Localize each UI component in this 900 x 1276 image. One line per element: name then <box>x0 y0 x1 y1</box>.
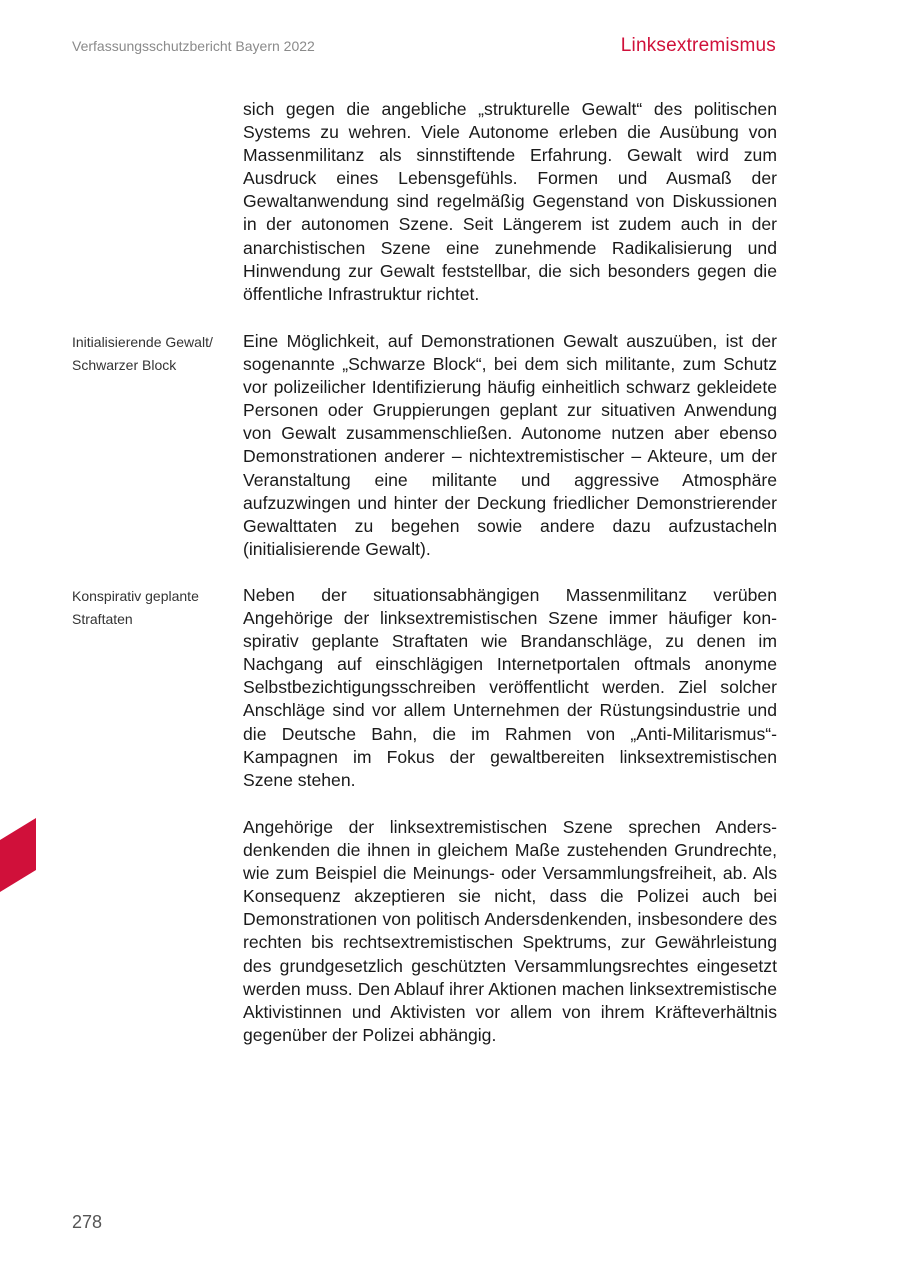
publication-title: Verfassungsschutzbericht Bayern 2022 <box>72 38 315 54</box>
chapter-title: Linksextremismus <box>620 35 776 56</box>
margin-note-konspirativ: Konspirativ geplante Straftaten <box>72 588 199 627</box>
page-number: 278 <box>72 1212 103 1232</box>
paragraph-1: sich gegen die angebliche „strukturelle Gewalt“ des politischen Systems zu wehren. Viele Autonome erleben die Ausübung von Massenmilitanz als sinnstiftende Erfahrung. Gewalt wird zum Ausdruck eines Lebensgefühls. Formen und Ausmaß der Gewaltanwendung sind regelmäßig Gegenstand von Diskussionen in der autonomen Szene. Seit Längerem ist zudem auch in der anarchistischen Szene eine zunehmende Radikalisierung und Hinwendung zur Gewalt feststellbar, die sich besonders gegen die öffentliche Infrastruktur richtet. <box>243 99 777 304</box>
margin-note-schwarzer-block: Initialisierende Gewalt/ Schwarzer Block <box>72 334 213 373</box>
paragraph-3: Neben der situationsabhängigen Massenmilitanz verüben Angehörige der linksextremistischen Szene immer häufiger konspirativ geplante Straftaten wie Brandanschläge, zu denen im Nachgang auf einschlägigen Internetportalen oftmals anonyme Selbstbezichtigungsschreiben veröffentlicht werden. Ziel solcher Anschläge sind vor allem Unternehmen der Rüstungsindustrie und die Deutsche Bahn, die im Rahmen von „Anti-Militarismus“-Kampagnen im Fokus der gewaltbereiten linksextremistischen Szene stehen. <box>243 585 777 790</box>
paragraph-4: Angehörige der linksextremistischen Szene sprechen Andersdenkenden die ihnen in gleichem Maße zustehenden Grundrechte, wie zum Beispiel die Meinungs- oder Versammlungsfreiheit, ab. Als Konsequenz akzeptieren sie nicht, dass die Polizei auch bei Demonstrationen von politisch Andersdenkenden, insbesondere des rechten bis rechtsextremistischen Spektrums, zur Gewährleistung des grundgesetzlich geschützten Versammlungsrechtes eingesetzt werden muss. Den Ablauf ihrer Aktionen machen linksextremistische Aktivistinnen und Aktivisten vor allem von ihrem Kräfteverhältnis gegenüber der Polizei abhängig. <box>243 817 777 1045</box>
chapter-tab-marker <box>0 818 36 892</box>
paragraph-2: Eine Möglichkeit, auf Demonstrationen Gewalt auszuüben, ist der sogenannte „Schwarze Block“, bei dem sich militante, zum Schutz vor polizeilicher Identifizierung häufig einheitlich schwarz gekleidete Personen oder Gruppierungen geplant zur situativen Anwendung von Gewalt zusammenschließen. Autonome nutzen aber ebenso Demonstrationen anderer – nichtextremistischer – Akteure, um der Veranstaltung eine militante und aggressive Atmosphäre aufzuzwingen und hinter der Deckung friedlicher Demonstrierender Gewalttaten zu begehen sowie andere dazu aufzustacheln (initialisierende Gewalt). <box>243 331 777 559</box>
